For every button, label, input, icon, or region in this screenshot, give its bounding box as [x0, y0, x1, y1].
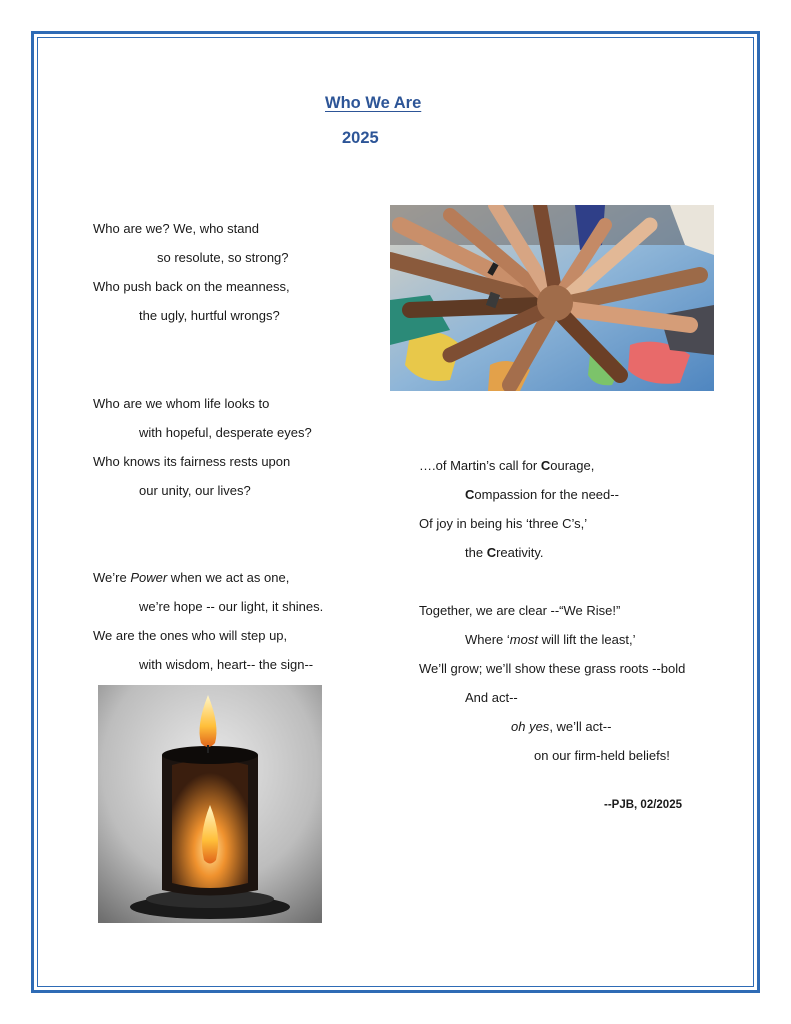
poem-line: we’re hope -- our light, it shines.	[139, 599, 324, 614]
poem-line: so resolute, so strong?	[157, 250, 289, 265]
poem-line: with hopeful, desperate eyes?	[139, 425, 312, 440]
signature: --PJB, 02/2025	[604, 799, 682, 811]
poem-line: ….of Martin’s call for Courage,	[419, 458, 595, 473]
hands-together-photo	[390, 205, 714, 391]
poem-line: Who push back on the meanness,	[93, 279, 290, 294]
poem-line: Who are we? We, who stand	[93, 221, 259, 236]
poem-line: Compassion for the need--	[465, 487, 619, 502]
poem-year: 2025	[342, 129, 379, 147]
poem-line: Who are we whom life looks to	[93, 396, 270, 411]
poem-line: And act--	[465, 690, 518, 705]
poem-title: Who We Are	[325, 94, 422, 112]
poem-line: Where ‘most will lift the least,’	[465, 632, 636, 647]
poem-line: on our firm-held beliefs!	[534, 748, 670, 763]
poem-line: We’ll grow; we’ll show these grass roots --bold	[419, 661, 686, 676]
candle-photo	[98, 685, 322, 923]
poem-line: We’re Power when we act as one,	[93, 570, 290, 585]
poem-line: the Creativity.	[465, 545, 544, 560]
poem-line: Together, we are clear --“We Rise!”	[419, 603, 621, 618]
poem-line: the ugly, hurtful wrongs?	[139, 308, 280, 323]
poem-line: We are the ones who will step up,	[93, 628, 288, 643]
poem-line: our unity, our lives?	[139, 483, 251, 498]
poem-line: oh yes, we’ll act--	[511, 719, 612, 734]
poem-line: with wisdom, heart-- the sign--	[139, 657, 314, 672]
poem-line: Of joy in being his ‘three C’s,’	[419, 516, 588, 531]
emphasis-power: Power	[130, 570, 168, 585]
poem-line: Who knows its fairness rests upon	[93, 454, 291, 469]
